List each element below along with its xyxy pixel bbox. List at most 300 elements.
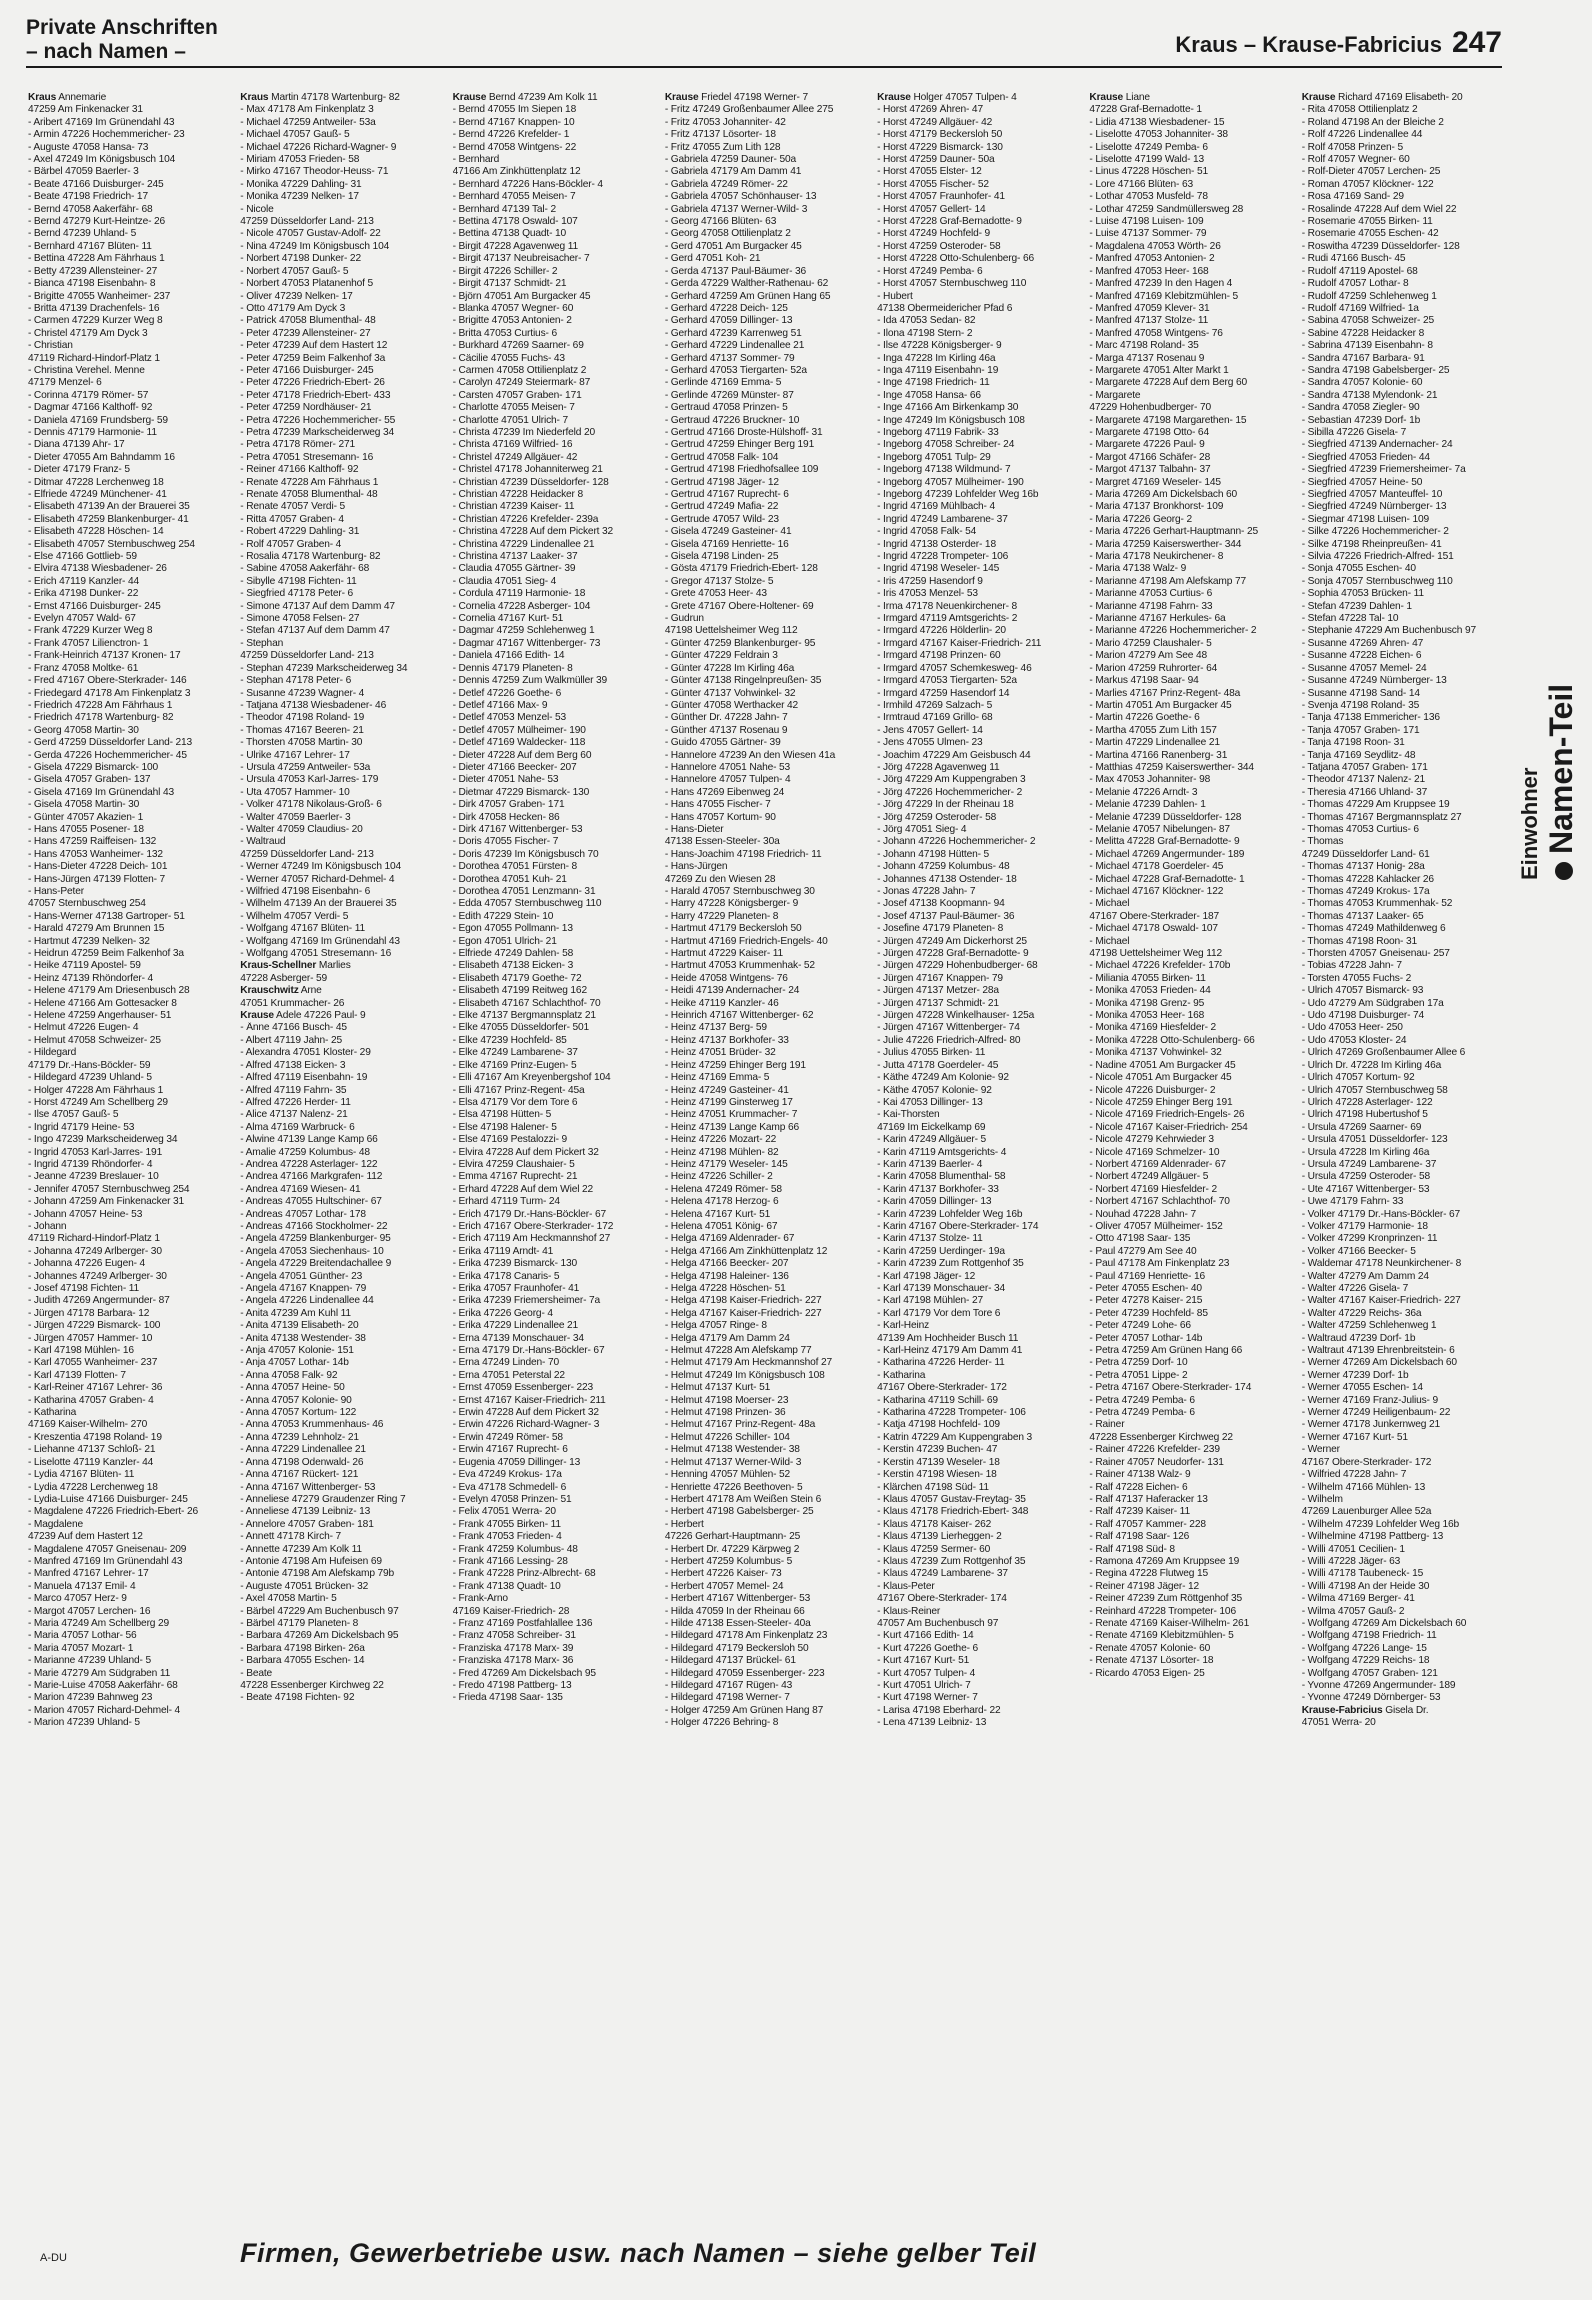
listing-entry: - Simone 47137 Auf dem Damm 47 (240, 600, 395, 612)
listing-entry: - Ingrid 47249 Lambarene- 37 (877, 513, 1008, 525)
listing-entry: - Karl 47179 Vor dem Tore 6 (877, 1307, 1001, 1319)
listing-entry: - Klaus 47139 Lierheggen- 2 (877, 1531, 1002, 1543)
listing-entry: - Nicole 47051 Am Burgacker 45 (1089, 1072, 1232, 1084)
listing-entry: - Anita 47138 Westender- 38 (240, 1332, 366, 1344)
listing-entry: - Frank-Heinrich 47137 Kronen- 17 (28, 650, 181, 662)
listing-entry: - Irmgard 47057 Schemkesweg- 46 (877, 662, 1032, 674)
listing-entry: - Jörg 47051 Sieg- 4 (877, 823, 967, 835)
listing-entry: - Fritz 47053 Johanniter- 42 (664, 116, 786, 128)
listing-entry: - Georg 47058 Ottilienplatz 2 (664, 228, 791, 240)
listing-entry: - Erwin 47167 Ruprecht- 6 (452, 1444, 568, 1456)
listing-entry: - Christian (28, 340, 73, 352)
listing-entry: - Siegfried 47239 Friemersheimer- 7a (1301, 464, 1466, 476)
listing-entry: - Jörg 47226 Hochemmericher- 2 (877, 786, 1023, 798)
listing-entry: - Holger 47259 Am Grünen Hang 87 (664, 1704, 824, 1716)
listing-entry: - Irma 47178 Neuenkirchener- 8 (877, 600, 1018, 612)
listing-entry: - Walter 47167 Kaiser-Friedrich- 227 (1301, 1295, 1461, 1307)
listing-entry: - Ulrike 47167 Lehrer- 17 (240, 749, 350, 761)
listing-entry: - Thomas 47137 Honig- 28a (1301, 861, 1425, 873)
listing-entry: - Cäcilie 47055 Fuchs- 43 (452, 352, 565, 364)
listing-entry: - Petra 47239 Markscheiderweg 34 (240, 426, 395, 438)
listing-entry: - Helene 47166 Am Gottesacker 8 (28, 997, 177, 1009)
listing-entry: - Erika 47239 Friemersheimer- 7a (452, 1295, 601, 1307)
listing-entry: - Birgit 47137 Neubreisacher- 7 (452, 253, 590, 265)
listing-entry: - Rainer 47057 Neudorfer- 131 (1089, 1456, 1224, 1468)
listing-entry: - Dieter 47228 Auf dem Berg 60 (452, 749, 592, 761)
listing-entry: 47139 Am Hochheider Busch 11 (877, 1332, 1019, 1344)
listing-entry: - Stefan 47228 Tal- 10 (1301, 613, 1399, 625)
listing-entry: - Sandra 47167 Barbara- 91 (1301, 352, 1425, 364)
listing-entry: - Ilse 47057 Gauß- 5 (28, 1109, 119, 1121)
listing-entry: - Martin 47051 Am Burgacker 45 (1089, 699, 1232, 711)
listing-entry: - Hildegard (28, 1047, 77, 1059)
listing-entry: - Thomas 47053 Krummenhak- 52 (1301, 898, 1453, 910)
listing-entry: - Bärbel 47229 Am Buchenbusch 97 (240, 1605, 399, 1617)
listing-entry: - Harald 47279 Am Brunnen 15 (28, 923, 165, 935)
listing-entry: - Tanja 47169 Seydlitz- 48 (1301, 749, 1416, 761)
listing-entry: - Rolf 47057 Graben- 4 (240, 538, 342, 550)
listing-entry: - Wilfried 47228 Jahn- 7 (1301, 1469, 1407, 1481)
listing-entry: - Kurt 47057 Tulpen- 4 (877, 1667, 976, 1679)
listing-entry: - Alwine 47139 Lange Kamp 66 (240, 1134, 378, 1146)
listing-entry: - Rainer 47138 Walz- 9 (1089, 1469, 1191, 1481)
listing-entry: - Helmut 47137 Werner-Wild- 3 (664, 1456, 802, 1468)
listing-entry: - Ingrid 47053 Karl-Jarres- 191 (28, 1146, 163, 1158)
listing-entry: - Hans-Joachim 47198 Friedrich- 11 (664, 848, 822, 860)
listing-entry: - Alexandra 47051 Kloster- 29 (240, 1047, 371, 1059)
listing-entry: 47057 Sternbuschweg 254 (28, 898, 146, 910)
listing-entry: - Rosemarie 47055 Birken- 11 (1301, 216, 1433, 228)
listing-entry: - Klaus 47178 Kaiser- 262 (877, 1518, 992, 1530)
listing-entry: - Anja 47057 Kolonie- 151 (240, 1345, 354, 1357)
listing-entry: - Horst 47259 Dauner- 50a (877, 154, 995, 166)
listing-entry: 47169 Im Eickelkamp 69 (877, 1121, 986, 1133)
listing-entry: 47259 Düsseldorfer Land- 213 (240, 848, 374, 860)
listing-entry: - Tanja 47057 Graben- 171 (1301, 724, 1420, 736)
listing-entry: - Gabriela 47057 Schönhauser- 13 (664, 191, 817, 203)
section-title-line1: Private Anschriften (26, 16, 218, 39)
listing-entry: - Petra 47259 Dorf- 10 (1089, 1357, 1188, 1369)
listing-entry: - Volker 47179 Harmonie- 18 (1301, 1220, 1428, 1232)
listing-entry: - Anna 47239 Lehnholz- 21 (240, 1431, 359, 1443)
listing-entry: - Jürgen 47228 Winkelhauser- 125a (877, 1010, 1035, 1022)
listing-entry: - Karin 47249 Allgäuer- 5 (877, 1134, 987, 1146)
listing-entry: - Udo 47279 Am Südgraben 17a (1301, 997, 1444, 1009)
listing-entry: - Ditmar 47228 Lerchenweg 18 (28, 476, 164, 488)
listing-entry: - Helene 47259 Angerhauser- 51 (28, 1010, 172, 1022)
listing-entry: - Marianne 47198 Fahrn- 33 (1089, 600, 1213, 612)
listing-entry: - Hildegard 47178 Am Finkenplatz 23 (664, 1630, 828, 1642)
footer-note: Firmen, Gewerbetriebe usw. nach Namen – siehe gelber Teil (240, 2238, 1037, 2268)
listing-entry: - Inge 47166 Am Birkenkamp 30 (877, 402, 1019, 414)
listing-entry: - Cornelia 47228 Asberger- 104 (452, 600, 591, 612)
listing-entry: - Horst 47249 Am Schellberg 29 (28, 1096, 168, 1108)
listing-entry: Krause Richard 47169 Elisabeth- 20 (1301, 92, 1463, 103)
listing-entry: - Bernd 47058 Aakerfähr- 68 (28, 203, 153, 215)
listing-entry: - Rolf-Dieter 47057 Lerchen- 25 (1301, 166, 1441, 178)
listing-entry: - Christian 47239 Kaiser- 11 (452, 501, 575, 513)
listing-entry: - Dieter 47179 Franz- 5 (28, 464, 130, 476)
listing-entry: - Yvonne 47269 Angermunder- 189 (1301, 1680, 1456, 1691)
listing-entry: - Oliver 47239 Nelken- 17 (240, 290, 353, 302)
header-rule (26, 66, 1502, 68)
listing-entry: - Erna 47249 Linden- 70 (452, 1357, 559, 1369)
listing-entry: - Wolfgang 47226 Lange- 15 (1301, 1642, 1427, 1654)
listing-entry: - Frank 47166 Lessing- 28 (452, 1555, 568, 1567)
listing-entry: - Dennis 47179 Harmonie- 11 (28, 426, 157, 438)
listing-entry: - Susanne 47239 Wagner- 4 (240, 687, 365, 699)
listing-entry: - Erika 47057 Fraunhofer- 41 (452, 1283, 580, 1294)
listing-entry: - Katharina 47057 Graben- 4 (28, 1394, 154, 1406)
listing-entry: - Sabrina 47139 Eisenbahn- 8 (1301, 340, 1433, 352)
listing-entry: - Liehanne 47137 Schloß- 21 (28, 1444, 156, 1456)
listing-entry: - Herbert 47178 Am Weißen Stein 6 (664, 1493, 822, 1505)
listing-entry: - Ida 47053 Sedan- 82 (877, 315, 976, 327)
listing-entry: - Theodor 47137 Nalenz- 21 (1301, 774, 1426, 786)
listing-entry: - Stephan 47178 Peter- 6 (240, 675, 352, 687)
listing-entry: - Karl-Reiner 47167 Lehrer- 36 (28, 1382, 163, 1394)
listing-entry: - Lothar 47259 Sandmüllersweg 28 (1089, 203, 1244, 215)
listing-entry: - Rolf 47057 Wegner- 60 (1301, 154, 1410, 166)
listing-entry: - Thomas 47229 Am Kruppsee 19 (1301, 799, 1450, 811)
listing-entry: - Bettina 47228 Am Fährhaus 1 (28, 253, 165, 265)
listing-entry: - Klaus 47178 Friedrich-Ebert- 348 (877, 1506, 1029, 1518)
listing-entry: - Margret 47169 Weseler- 145 (1089, 476, 1221, 488)
listing-entry: - Lore 47166 Blüten- 63 (1089, 178, 1193, 190)
listing-column-1 (28, 92, 222, 2112)
listing-entry: - Bärbel 47059 Baerler- 3 (28, 166, 139, 178)
listing-entry: - Egon 47051 Ulrich- 21 (452, 935, 557, 947)
listing-entry: - Andrea 47169 Wiesen- 41 (240, 1183, 361, 1195)
listing-entry: - Wolfgang 47167 Blüten- 11 (240, 923, 365, 935)
listing-entry: - Helmut 47167 Prinz-Regent- 48a (664, 1419, 816, 1431)
listing-entry: - Marianne 47226 Hochemmericher- 2 (1089, 625, 1257, 637)
listing-entry: - Nicole 47259 Ehinger Berg 191 (1089, 1096, 1233, 1108)
listing-entry: Krause Friedel 47198 Werner- 7 (664, 92, 808, 103)
listing-entry: - Magdalene (28, 1518, 83, 1530)
listing-entry: - Christina 47229 Lindenallee 21 (452, 538, 595, 550)
listing-entry: - Rosalinde 47228 Auf dem Wiel 22 (1301, 203, 1457, 215)
listing-entry: - Günter 47057 Akazien- 1 (28, 811, 144, 823)
listing-entry: - Günter 47138 Ringelnpreußen- 35 (664, 675, 822, 687)
listing-entry: - Luise 47198 Luisen- 109 (1089, 216, 1204, 228)
listing-entry: - Martina 47166 Ranenberg- 31 (1089, 749, 1228, 761)
listing-entry: - Elisabeth 47259 Blankenburger- 41 (28, 513, 189, 525)
listing-entry: - Erika 47226 Georg- 4 (452, 1307, 553, 1319)
listing-entry: - Armin 47226 Hochemmericher- 23 (28, 129, 185, 141)
listing-entry: - Helena 47167 Kurt- 51 (664, 1208, 771, 1220)
listing-entry: - Hildegard 47137 Brückel- 61 (664, 1655, 796, 1667)
listing-entry: - Klärchen 47198 Süd- 11 (877, 1481, 989, 1493)
listing-entry: - Helmut 47058 Schweizer- 25 (28, 1034, 161, 1046)
listing-entry: - Elisabeth 47199 Reitweg 162 (452, 985, 587, 997)
listing-entry: - Heidrun 47259 Beim Falkenhof 3a (28, 948, 184, 960)
listing-entry: - Norbert 47167 Schlachthof- 70 (1089, 1196, 1230, 1208)
listing-entry: - Ute 47167 Wittenberger- 53 (1301, 1183, 1430, 1195)
listing-entry: - Ursula 47259 Osteroder- 58 (1301, 1171, 1430, 1183)
listing-entry: - Hartmut 47053 Krummenhak- 52 (664, 960, 815, 972)
listing-entry: - Karl-Heinz (877, 1320, 930, 1332)
listing-entry: - Ingrid 47198 Weseler- 145 (877, 563, 1000, 575)
listing-entry: - Simone 47058 Felsen- 27 (240, 613, 360, 625)
listing-entry: Krause Adele 47226 Paul- 9 (240, 1010, 366, 1022)
listing-entry: - Manfred 47053 Antonien- 2 (1089, 253, 1215, 265)
listing-entry: - Dennis 47179 Planeten- 8 (452, 662, 573, 674)
listing-entry: - Hans-Dieter 47228 Deich- 101 (28, 861, 168, 873)
listing-entry: - Betty 47239 Allensteiner- 27 (28, 265, 158, 277)
listing-entry: - Rudolf 47169 Wilfried- 1a (1301, 302, 1419, 314)
listing-entry: - Inge 47058 Hansa- 66 (877, 389, 981, 401)
listing-entry: - Siegfried 47057 Heine- 50 (1301, 476, 1423, 488)
listing-entry: - Roswitha 47239 Düsseldorfer- 128 (1301, 240, 1460, 252)
listing-entry: - Petra 47259 Am Grünen Hang 66 (1089, 1345, 1243, 1357)
listing-entry: - Werner 47169 Franz-Julius- 9 (1301, 1394, 1438, 1406)
listing-entry: - Gertraud 47058 Prinzen- 5 (664, 402, 788, 414)
listing-entry: - Helga 47166 Beecker- 207 (664, 1258, 789, 1270)
listing-entry: - Liselotte 47249 Pemba- 6 (1089, 141, 1208, 153)
listing-entry: 47166 Am Zinkhüttenplatz 12 (452, 166, 581, 178)
listing-entry: - Dagmar 47259 Schlehenweg 1 (452, 625, 595, 637)
listing-entry: - Klaus 47057 Gustav-Freytag- 35 (877, 1493, 1026, 1505)
listing-entry: - Norbert 47249 Allgäuer- 5 (1089, 1171, 1209, 1183)
listing-entry: - Monika 47169 Hiesfelder- 2 (1089, 1022, 1217, 1034)
listing-entry: 47226 Gerhart-Hauptmann- 25 (664, 1531, 801, 1543)
listing-entry: - Karin 47058 Blumenthal- 58 (877, 1171, 1006, 1183)
listing-entry: 47179 Menzel- 6 (28, 377, 102, 389)
listing-entry: - Beate 47198 Fichten- 92 (240, 1692, 355, 1704)
listing-entry: - Tanja 47198 Roon- 31 (1301, 737, 1405, 749)
listing-entry: - Reiner 47166 Kalthoff- 92 (240, 464, 359, 476)
listing-entry: - Roman 47057 Klöckner- 122 (1301, 178, 1434, 190)
listing-entry: - Jens 47055 Ulmen- 23 (877, 737, 983, 749)
listing-entry: - Horst 47249 Pemba- 6 (877, 265, 983, 277)
listing-entry: - Alfred 47226 Herder- 11 (240, 1096, 351, 1108)
listing-entry: - Inga 47228 Im Kirling 46a (877, 352, 996, 364)
listing-entry: - Monika 47229 Dahling- 31 (240, 178, 362, 190)
listing-entry: - Thomas 47228 Kahlacker 26 (1301, 873, 1434, 885)
listing-entry: - Ulrich 47057 Bismarck- 93 (1301, 985, 1424, 997)
listing-entry: - Michael 47226 Krefelder- 170b (1089, 960, 1231, 972)
listing-entry: - Barbara 47269 Am Dickelsbach 95 (240, 1630, 399, 1642)
listing-entry: Kraus Martin 47178 Wartenburg- 82 (240, 92, 400, 103)
listing-entry: Krause-Fabricius Gisela Dr. (1301, 1704, 1429, 1716)
listing-entry: - Barbara 47055 Eschen- 14 (240, 1655, 365, 1667)
listing-entry: - Franziska 47178 Marx- 36 (452, 1655, 574, 1667)
listing-entry: - Sebastian 47239 Dorf- 1b (1301, 414, 1421, 426)
listing-entry: - Helga 47198 Kaiser-Friedrich- 227 (664, 1295, 822, 1307)
listing-entry: - Werner 47055 Eschen- 14 (1301, 1382, 1423, 1394)
listing-entry: - Willi 47178 Taubeneck- 15 (1301, 1568, 1424, 1580)
listing-entry: - Johannes 47138 Ostender- 18 (877, 873, 1017, 885)
listing-entry: - Elisabeth 47139 An der Brauerei 35 (28, 501, 190, 513)
listing-entry: - Gerhard 47137 Sommer- 79 (664, 352, 795, 364)
listing-entry: - Yvonne 47249 Dörnberger- 53 (1301, 1692, 1441, 1704)
listing-entry: - Rosalia 47178 Wartenburg- 82 (240, 551, 381, 563)
listing-entry: - Uta 47057 Hammer- 10 (240, 786, 350, 798)
listing-entry: - Norbert 47169 Aldenrader- 67 (1089, 1158, 1226, 1170)
listing-entry: - Detlef 47166 Max- 9 (452, 699, 548, 711)
listing-entry: - Sandra 47198 Gabelsberger- 25 (1301, 364, 1450, 376)
listing-entry: - Jürgen 47057 Hammer- 10 (28, 1332, 153, 1344)
listing-column-7 (1302, 92, 1496, 2112)
listing-entry: - Annelore 47057 Graben- 181 (240, 1518, 374, 1530)
listing-entry: - Ilse 47228 Königsberger- 9 (877, 340, 1002, 352)
listing-entry: - Horst 47259 Osteroder- 58 (877, 240, 1001, 252)
listing-entry: - Jeanne 47239 Breslauer- 10 (28, 1171, 159, 1183)
listing-entry: 47167 Obere-Sterkrader- 187 (1089, 910, 1220, 922)
listing-entry: - Peter 47249 Lohe- 66 (1089, 1320, 1191, 1332)
listing-entry: - Udo 47053 Heer- 250 (1301, 1022, 1403, 1034)
listing-entry: - Thomas 47249 Mathildenweg 6 (1301, 923, 1446, 935)
listing-entry: - Gisela 47229 Bismarck- 100 (28, 761, 158, 773)
listing-entry: - Karl 47198 Mühlen- 27 (877, 1295, 983, 1307)
listing-entry: - Dieter 47166 Beecker- 207 (452, 761, 577, 773)
listing-entry: - Martha 47055 Zum Lith 157 (1089, 724, 1217, 736)
listing-entry: - Friedrich 47228 Am Fährhaus 1 (28, 699, 173, 711)
listing-entry: - Manuela 47137 Emil- 4 (28, 1580, 136, 1592)
listing-entry: - Sabine 47228 Heidacker 8 (1301, 327, 1425, 339)
listing-entry: - Michael 47167 Klöckner- 122 (1089, 886, 1224, 897)
listing-entry: Krause Holger 47057 Tulpen- 4 (877, 92, 1017, 103)
listing-entry: - Katja 47198 Hochfeld- 109 (877, 1419, 1000, 1431)
listing-entry: - Wolfgang 47057 Graben- 121 (1301, 1667, 1438, 1679)
listing-entry: 47228 Essenberger Kirchweg 22 (1089, 1431, 1233, 1443)
listing-entry: - Ingo 47239 Markscheiderweg 34 (28, 1134, 178, 1146)
listing-entry: - Hildegard 47198 Werner- 7 (664, 1692, 790, 1704)
listing-entry: - Elisabeth 47228 Höschen- 14 (28, 526, 164, 538)
listing-entry: - Angela 47051 Günther- 23 (240, 1270, 363, 1282)
listing-entry: - Matthias 47259 Kaiserswerther- 344 (1089, 761, 1254, 773)
listing-entry: - Auguste 47051 Brücken- 32 (240, 1580, 369, 1592)
listing-entry: - Dagmar 47166 Kalthoff- 92 (28, 402, 153, 414)
listing-entry: - Johann 47259 Am Finkenacker 31 (28, 1196, 185, 1208)
listing-entry: - Hannelore 47057 Tulpen- 4 (664, 774, 791, 786)
listing-entry: - Marion 47239 Bahnweg 23 (28, 1692, 153, 1704)
listing-entry: - Charlotte 47051 Ulrich- 7 (452, 414, 568, 426)
listing-entry: - Liselotte 47053 Johanniter- 38 (1089, 129, 1228, 141)
listing-entry: - Stefan 47239 Dahlen- 1 (1301, 600, 1412, 612)
listing-entry: - Klaus 47239 Zum Rottgenhof 35 (877, 1555, 1026, 1567)
listing-entry: - Martin 47229 Lindenallee 21 (1089, 737, 1220, 749)
listing-entry: - Karl 47198 Mühlen- 16 (28, 1345, 134, 1357)
listing-entry: - Hildegard 47167 Rügen- 43 (664, 1680, 793, 1691)
listing-entry: - Nouhad 47228 Jahn- 7 (1089, 1208, 1196, 1220)
listing-entry: - Beate (240, 1667, 273, 1679)
listing-entry: - Gertraud 47226 Bruckner- 10 (664, 414, 800, 426)
listing-entry: - Andrea 47166 Markgrafen- 112 (240, 1171, 383, 1183)
listing-entry: - Ulrich 47057 Sternbuschweg 58 (1301, 1084, 1448, 1096)
listing-entry: - Thomas 47167 Bergmannsplatz 27 (1301, 811, 1462, 823)
listing-entry: - Kerstin 47198 Wiesen- 18 (877, 1469, 997, 1481)
listing-entry: - Detlef 47053 Menzel- 53 (452, 712, 567, 724)
listing-entry: - Nicole 47279 Kehrwieder 3 (1089, 1134, 1214, 1146)
listing-entry: - Charlotte 47055 Meisen- 7 (452, 402, 575, 414)
listing-entry: - Hans-Peter (28, 886, 84, 897)
listing-entry: - Stephanie 47229 Am Buchenbusch 97 (1301, 625, 1476, 637)
listing-entry: - Marion 47239 Uhland- 5 (28, 1717, 140, 1729)
listing-entry: - Heinz 47139 Lange Kamp 66 (664, 1121, 799, 1133)
listing-entry: - Christa 47239 Im Niederfeld 20 (452, 426, 595, 438)
listing-entry: - Peter 47239 Allensteiner- 27 (240, 327, 371, 339)
listing-entry: - Doris 47055 Fischer- 7 (452, 836, 559, 848)
listing-entry: 47259 Am Finkenacker 31 (28, 104, 143, 116)
listing-entry: - Anita 47139 Elisabeth- 20 (240, 1320, 359, 1332)
listing-entry: - Detlef 47169 Waldecker- 118 (452, 737, 586, 749)
listing-entry: - Helmut 47198 Prinzen- 36 (664, 1407, 786, 1419)
listing-entry: - Volker 47178 Nikolaus-Groß- 6 (240, 799, 382, 811)
listing-entry: - Helmut 47137 Kurt- 51 (664, 1382, 771, 1394)
listing-entry: - Horst 47057 Sternbuschweg 110 (877, 278, 1027, 290)
listing-entry: - Gertrud 47058 Falk- 104 (664, 451, 779, 463)
listing-entry: - Heinz 47139 Rhöndorfer- 4 (28, 972, 154, 984)
listing-entry: - Harry 47229 Planeten- 8 (664, 910, 779, 922)
listing-entry: - Heinz 47249 Gasteiner- 41 (664, 1084, 789, 1096)
listing-entry: - Doris 47239 Im Königsbusch 70 (452, 848, 599, 860)
listing-entry: - Reiner 47239 Zum Röttgenhof 35 (1089, 1593, 1243, 1605)
listing-entry: - Thomas 47198 Roon- 31 (1301, 935, 1417, 947)
listing-entry: - Axel 47058 Martin- 5 (240, 1593, 337, 1605)
listing-entry: - Norbert 47053 Platanenhof 5 (240, 278, 373, 290)
listing-entry: - Erich 47119 Am Heckmannshof 27 (452, 1233, 611, 1245)
listing-entry: 47167 Obere-Sterkrader- 172 (877, 1382, 1007, 1394)
listing-entry: - Hartmut 47229 Kaiser- 11 (664, 948, 784, 960)
listing-entry: - Kurt 47166 Edith- 14 (877, 1630, 974, 1642)
listing-entry: - Elfriede 47249 Dahlen- 58 (452, 948, 574, 960)
listing-entry: - Horst 47055 Elster- 12 (877, 166, 982, 178)
listing-entry: - Gabriela 47179 Am Damm 41 (664, 166, 802, 178)
listing-entry: - Marco 47057 Herz- 9 (28, 1593, 127, 1605)
listing-entry: - Erika 47229 Lindenallee 21 (452, 1320, 579, 1332)
listing-entry: - Wilma 47057 Gauß- 2 (1301, 1605, 1405, 1617)
listing-entry: - Elvira 47259 Claushaier- 5 (452, 1158, 575, 1170)
listing-entry: - Jutta 47178 Goerdeler- 45 (877, 1059, 999, 1071)
listing-entry: - Gudrun (664, 613, 704, 625)
listing-entry: - Frank 47138 Quadt- 10 (452, 1580, 561, 1592)
listing-entry: - Gerhard 47059 Dillinger- 13 (664, 315, 793, 327)
listing-entry: - Volker 47299 Kronprinzen- 11 (1301, 1233, 1438, 1245)
listing-entry: - Heinz 47051 Brüder- 32 (664, 1047, 776, 1059)
listing-entry: - Norbert 47169 Hiesfelder- 2 (1089, 1183, 1217, 1195)
listing-entry: - Liselotte 47119 Kanzler- 44 (28, 1456, 154, 1468)
listing-entry: - Wilma 47169 Berger- 41 (1301, 1593, 1415, 1605)
listing-entry: - Wolfgang 47198 Friedrich- 11 (1301, 1630, 1437, 1642)
listing-entry: - Karin 47239 Zum Rottgenhof 35 (877, 1258, 1024, 1270)
side-tab-line2 (1544, 620, 1578, 880)
listing-entry: - Eugenia 47059 Dillinger- 13 (452, 1456, 581, 1468)
listing-entry: - Renate 47058 Blumenthal- 48 (240, 489, 378, 500)
listing-entry: - Ingrid 47228 Trompeter- 106 (877, 551, 1009, 563)
listing-entry: - Jürgen 47167 Wittenberger- 74 (877, 1022, 1020, 1034)
listing-entry: - Erna 47179 Dr.-Hans-Böckler- 67 (452, 1345, 605, 1357)
listing-entry: - Hans 47259 Raiffeisen- 132 (28, 836, 157, 848)
listing-entry: - Margarete 47198 Margarethen- 15 (1089, 414, 1247, 426)
listing-entry: 47228 Asberger- 59 (240, 972, 328, 984)
listing-entry: - Horst 47249 Hochfeld- 9 (877, 228, 991, 240)
listing-entry: - Anneliese 47139 Leibniz- 13 (240, 1506, 371, 1518)
listing-entry: - Karl 47055 Wanheimer- 237 (28, 1357, 158, 1369)
listing-entry: - Jennifer 47057 Sternbuschweg 254 (28, 1183, 190, 1195)
listing-entry: - Dirk 47167 Wittenberger- 53 (452, 823, 583, 835)
listing-entry: - Carsten 47057 Graben- 171 (452, 389, 582, 401)
listing-entry: - Petra 47167 Obere-Sterkrader- 174 (1089, 1382, 1252, 1394)
listing-entry: - Dorothea 47051 Fürsten- 8 (452, 861, 578, 873)
listing-entry: Krause Liane (1089, 92, 1150, 103)
listing-entry: - Marion 47279 Am See 48 (1089, 650, 1207, 662)
listing-entry: - Christian 47239 Düsseldorfer- 128 (452, 476, 609, 488)
listing-entry: - Gisela 47057 Graben- 137 (28, 774, 151, 786)
listing-entry: - Werner 47249 Heiligenbaum- 22 (1301, 1407, 1451, 1419)
listing-entry: - Josef 47137 Paul-Bäumer- 36 (877, 910, 1015, 922)
